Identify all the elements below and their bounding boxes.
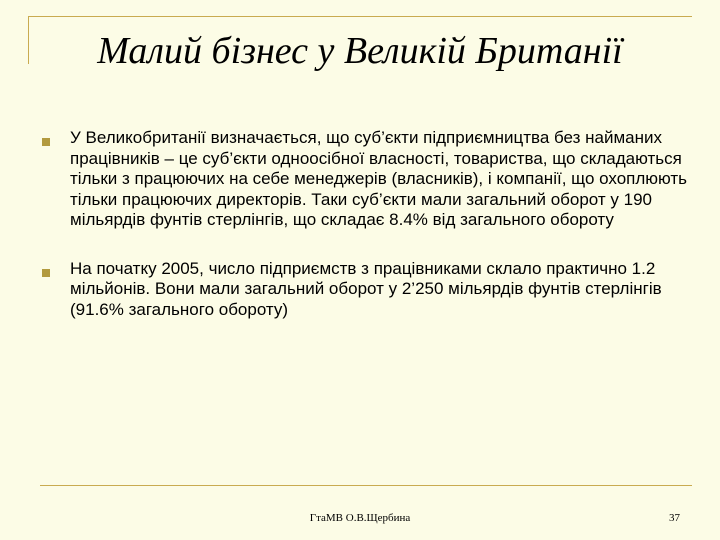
footer-author: ГтаМВ О.В.Щербина xyxy=(309,512,411,524)
square-bullet-icon xyxy=(42,269,50,277)
bottom-divider-line xyxy=(40,485,692,486)
page-number: 37 xyxy=(669,512,680,524)
square-bullet-icon xyxy=(42,138,50,146)
slide-title: Малий бізнес у Великій Британії xyxy=(97,30,623,72)
bullet-list xyxy=(40,128,690,320)
left-accent-line xyxy=(28,16,29,64)
bullet-item-1 xyxy=(40,128,690,231)
bullet-text: У Великобританії визначається, що суб’єкти підприємництва без найманих працівників – це суб’єкти одноосібної власності, товариства, що складаються тільки з працюючих на себе менеджерів (власників), і компанії, що охоплюють тільки працюючих директорів. Таки суб’єкти мали загальний оборот у 190 мільярдів фунтів стерлінгів, що складає 8.4% від загального обороту xyxy=(70,128,688,229)
top-divider-line xyxy=(28,16,692,17)
bullet-text: На початку 2005, число підприємств з працівниками склало практично 1.2 мільйонів. Вони мали загальний оборот у 2’250 мільярдів фунтів стерлінгів (91.6% загального обороту) xyxy=(70,258,662,319)
bullet-item-2 xyxy=(40,259,690,321)
